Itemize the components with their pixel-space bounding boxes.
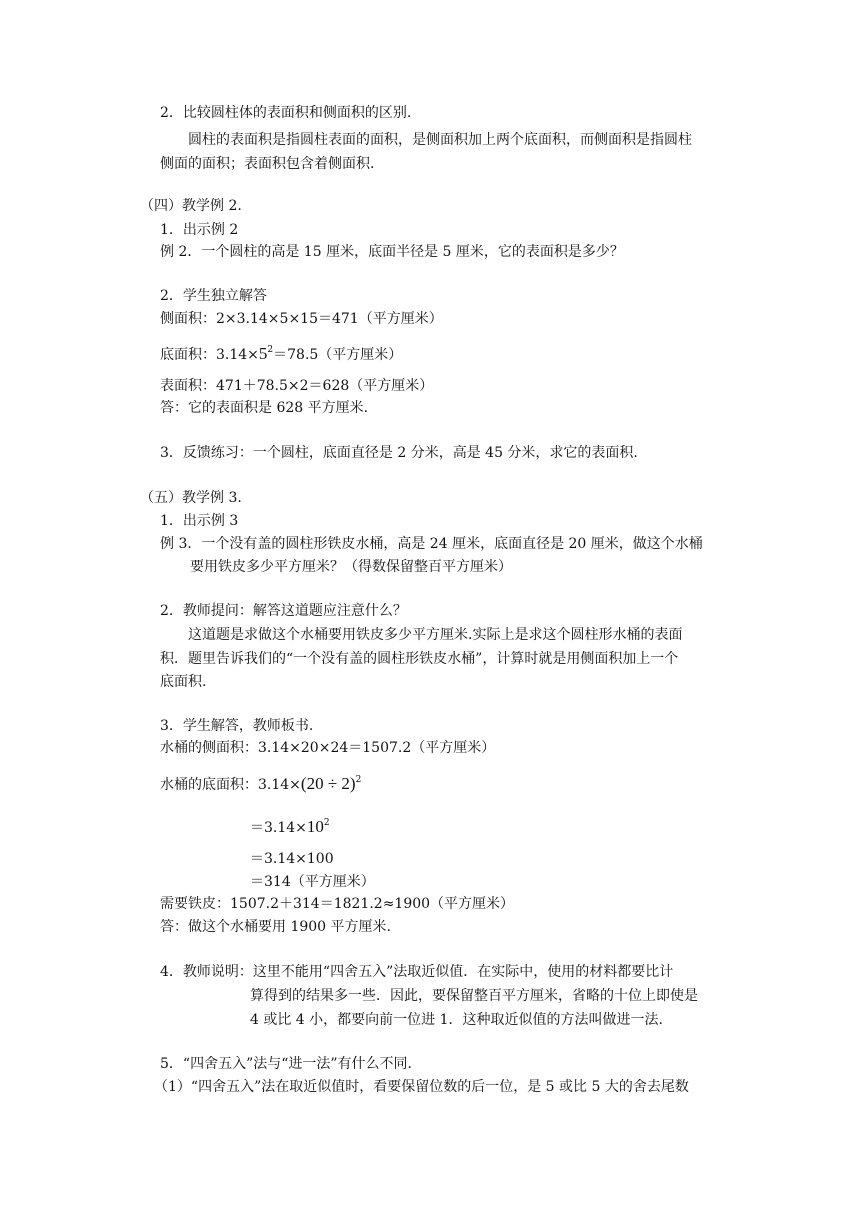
section-5-item-5: 5．“四舍五入”法与“进一法”有什么不同. — [160, 1056, 412, 1072]
example-3-answer: 答：做这个水桶要用 1900 平方厘米. — [160, 919, 391, 935]
section-5-item-3: 3．学生解答，教师板书. — [160, 718, 314, 734]
example-3-base-area — [160, 774, 361, 795]
example-3-step-2: ＝3.14×100 — [250, 851, 334, 867]
step-1-prefix: ＝3.14× — [250, 820, 307, 836]
example-3-question-line-1: 例 3．一个没有盖的圆柱形铁皮水桶，高是 24 厘米，底面直径是 20 厘米，做这个水桶 — [160, 536, 703, 552]
section-5-title: （五）教学例 3. — [140, 490, 242, 506]
base-area-parenthesis: (20 ÷ 2) — [300, 774, 356, 793]
section-5-item-2-para-line-2: 积．题里告诉我们的“一个没有盖的圆柱形铁皮水桶”，计算时就是用侧面积加上一个 — [160, 651, 679, 667]
s2-heading: 2．比较圆柱体的表面积和侧面积的区别. — [160, 105, 412, 121]
section-5-item-1: 1．出示例 3 — [160, 513, 239, 529]
section-5-item-5-point-1: （1）“四舍五入”法在取近似值时，看要保留位数的后一位，是 5 或比 5 大的舍去尾数 — [154, 1079, 689, 1095]
base-area-exponent: 2 — [267, 345, 274, 355]
example-2-answer: 答：它的表面积是 628 平方厘米. — [160, 400, 369, 416]
section-4-item-3: 3．反馈练习：一个圆柱，底面直径是 2 分米，高是 45 分米，求它的表面积. — [160, 445, 638, 461]
example-3-side-area: 水桶的侧面积：3.14×20×24＝1507.2（平方厘米） — [160, 740, 496, 756]
step-1-exponent: 2 — [323, 818, 330, 828]
base-area-prefix: 底面积：3.14× — [160, 347, 259, 363]
example-3-question-line-2: 要用铁皮多少平方厘米？（得数保留整百平方厘米） — [190, 559, 512, 575]
s2-paragraph-line-1: 圆柱的表面积是指圆柱表面的面积，是侧面积加上两个底面积，而侧面积是指圆柱 — [188, 132, 692, 148]
example-3-step-3: ＝314（平方厘米） — [250, 874, 375, 890]
section-5-item-4-line-1: 4．教师说明：这里不能用“四舍五入”法取近似值．在实际中，使用的材料都要比计 — [160, 964, 674, 980]
base-area-exponent: 2 — [355, 775, 362, 785]
section-5-item-2-para-line-3: 底面积. — [160, 674, 207, 690]
section-4-item-2: 2．学生独立解答 — [160, 288, 267, 304]
example-2-surface-area: 表面积：471＋78.5×2＝628（平方厘米） — [160, 378, 434, 394]
step-1-base: 10 — [306, 817, 324, 836]
example-2-question: 例 2．一个圆柱的高是 15 厘米，底面半径是 5 厘米，它的表面积是多少？ — [160, 244, 624, 260]
example-2-side-area: 侧面积：2×3.14×5×15＝471（平方厘米） — [160, 311, 443, 327]
section-4-item-1: 1．出示例 2 — [160, 222, 239, 238]
s2-paragraph-line-2: 侧面的面积；表面积包含着侧面积. — [160, 156, 375, 172]
base-area-radius: 5 — [258, 344, 268, 363]
section-5-item-2-para-line-1: 这道题是求做这个水桶要用铁皮多少平方厘米.实际上是求这个圆柱形水桶的表面 — [188, 627, 683, 643]
section-5-item-2: 2．教师提问：解答这道题应注意什么？ — [160, 603, 407, 619]
section-4-title: （四）教学例 2. — [140, 198, 242, 214]
example-3-needed-sheet: 需要铁皮：1507.2＋314＝1821.2≈1900（平方厘米） — [160, 896, 515, 912]
section-5-item-4-line-3: 4 或比 4 小，都要向前一位进 1．这种取近似值的方法叫做进一法. — [250, 1012, 663, 1028]
section-5-item-4-line-2: 算得到的结果多一些．因此，要保留整百平方厘米，省略的十位上即使是 — [250, 988, 698, 1004]
base-area-prefix: 水桶的底面积：3.14× — [160, 777, 301, 793]
example-3-step-1 — [250, 817, 330, 838]
example-2-base-area — [160, 344, 402, 365]
base-area-result: ＝78.5（平方厘米） — [273, 347, 403, 363]
